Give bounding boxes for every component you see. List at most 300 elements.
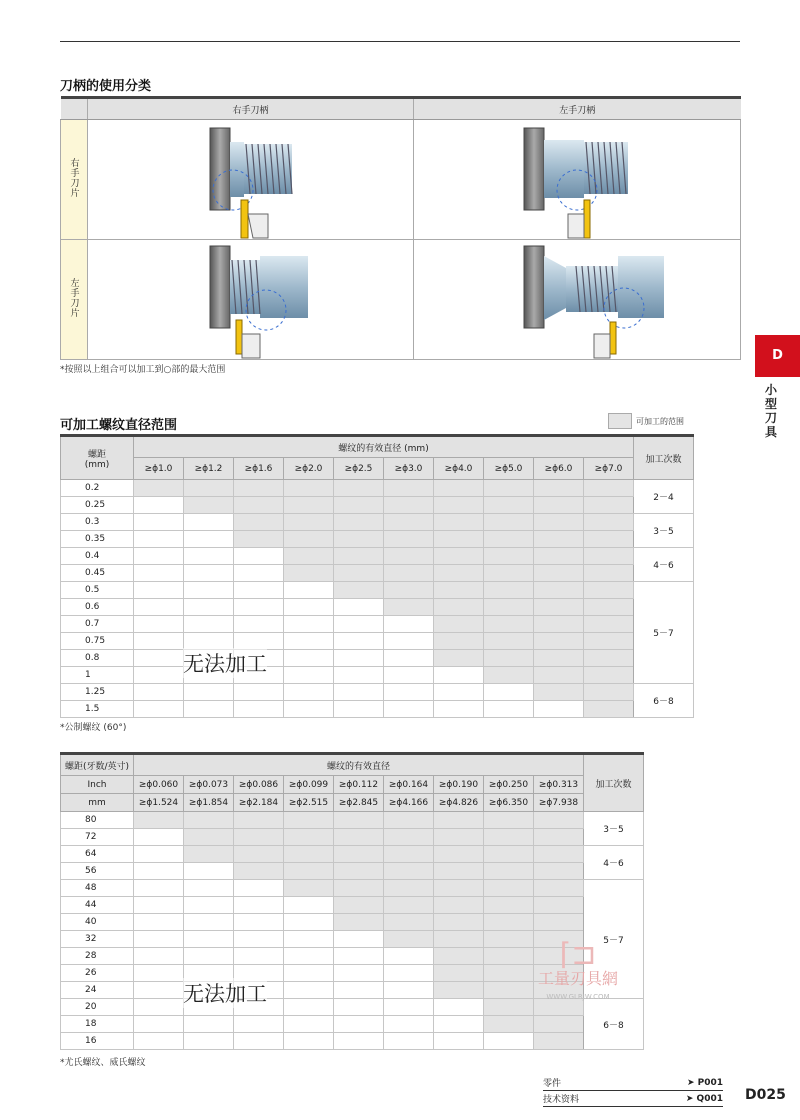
grid-cell	[434, 897, 484, 914]
diameter-col-3: ≥ϕ2.0	[284, 458, 334, 480]
table-row	[61, 497, 694, 514]
grid-cell	[184, 863, 234, 880]
grid-cell	[134, 531, 184, 548]
grid-cell	[284, 667, 334, 684]
pitch-cell: 1	[61, 667, 134, 684]
pitch-cell: 40	[61, 914, 134, 931]
grid-cell	[434, 948, 484, 965]
diameter-header: 螺纹的有效直径 (mm)	[134, 436, 634, 458]
grid-cell	[534, 880, 584, 897]
grid-cell	[584, 565, 634, 582]
grid-cell	[134, 880, 184, 897]
grid-cell	[434, 914, 484, 931]
grid-cell	[384, 812, 434, 829]
grid-cell	[184, 616, 234, 633]
grid-cell	[534, 633, 584, 650]
grid-cell	[484, 897, 534, 914]
pitch-cell: 0.4	[61, 548, 134, 565]
grid-cell	[534, 650, 584, 667]
grid-cell	[284, 880, 334, 897]
count-cell: 4－6	[584, 846, 644, 880]
grid-cell	[384, 548, 434, 565]
grid-cell	[434, 965, 484, 982]
grid-cell	[584, 582, 634, 599]
grid-cell	[384, 965, 434, 982]
grid-cell	[134, 846, 184, 863]
grid-cell	[184, 480, 234, 497]
grid-cell	[434, 931, 484, 948]
count-header: 加工次数	[634, 436, 694, 480]
grid-cell	[434, 514, 484, 531]
grid-cell	[334, 497, 384, 514]
table-row	[61, 548, 694, 565]
grid-cell	[284, 1033, 334, 1050]
grid-cell	[434, 846, 484, 863]
grid-cell	[184, 497, 234, 514]
grid-cell	[384, 863, 434, 880]
grid-cell	[134, 684, 184, 701]
grid-cell	[284, 829, 334, 846]
grid-cell	[334, 965, 384, 982]
pitch-cell: 48	[61, 880, 134, 897]
section-tab-label: 小型刀具	[764, 383, 777, 439]
grid-cell	[284, 565, 334, 582]
grid-cell	[484, 965, 534, 982]
holder-usage-table	[60, 96, 741, 360]
grid-cell	[484, 829, 534, 846]
grid-cell	[434, 633, 484, 650]
grid-cell	[284, 701, 334, 718]
legend-swatch	[608, 413, 632, 429]
grid-cell	[134, 812, 184, 829]
pitch-cell: 0.35	[61, 531, 134, 548]
table-row	[61, 616, 694, 633]
grid-cell	[484, 548, 534, 565]
grid-cell	[384, 897, 434, 914]
pitch-cell: 28	[61, 948, 134, 965]
grid-cell	[384, 701, 434, 718]
grid-cell	[284, 684, 334, 701]
pitch-cell: 0.6	[61, 599, 134, 616]
grid-cell	[534, 599, 584, 616]
grid-cell	[334, 1016, 384, 1033]
table-row	[61, 633, 694, 650]
mm-col-2: ≥ϕ2.184	[234, 794, 284, 812]
grid-cell	[434, 599, 484, 616]
grid-cell	[334, 829, 384, 846]
table-row	[61, 480, 694, 497]
grid-cell	[384, 982, 434, 999]
col-right-holder: 右手刀柄	[88, 98, 414, 120]
row-right-insert: 右手刀片	[61, 120, 88, 240]
grid-cell	[284, 531, 334, 548]
table-row	[61, 667, 694, 684]
grid-cell	[284, 982, 334, 999]
grid-cell	[334, 548, 384, 565]
grid-cell	[434, 616, 484, 633]
grid-cell	[584, 497, 634, 514]
grid-cell	[584, 616, 634, 633]
grid-cell	[184, 514, 234, 531]
col-left-holder: 左手刀柄	[414, 98, 741, 120]
grid-cell	[284, 897, 334, 914]
grid-cell	[234, 863, 284, 880]
grid-cell	[184, 829, 234, 846]
grid-cell	[134, 931, 184, 948]
watermark-url: WWW.GLRJW.COM	[546, 993, 610, 1001]
grid-cell	[484, 948, 534, 965]
grid-cell	[284, 931, 334, 948]
grid-cell	[384, 667, 434, 684]
grid-cell	[284, 812, 334, 829]
grid-cell	[234, 599, 284, 616]
grid-cell	[234, 531, 284, 548]
grid-cell	[484, 812, 534, 829]
footer-link-parts[interactable]: 零件 ➤ P001	[543, 1075, 723, 1091]
grid-cell	[184, 701, 234, 718]
grid-cell	[234, 565, 284, 582]
mm-col-5: ≥ϕ4.166	[384, 794, 434, 812]
grid-cell	[334, 582, 384, 599]
grid-cell	[134, 514, 184, 531]
pitch-cell: 18	[61, 1016, 134, 1033]
pitch-cell: 0.7	[61, 616, 134, 633]
grid-cell	[234, 880, 284, 897]
grid-cell	[234, 812, 284, 829]
count-cell: 2－4	[634, 480, 694, 514]
grid-cell	[334, 1033, 384, 1050]
grid-cell	[234, 582, 284, 599]
grid-cell	[134, 599, 184, 616]
pitch-cell: 24	[61, 982, 134, 999]
diameter-col-0: ≥ϕ1.0	[134, 458, 184, 480]
grid-cell	[234, 480, 284, 497]
grid-cell	[334, 812, 384, 829]
grid-cell	[384, 582, 434, 599]
inch-col-8: ≥ϕ0.313	[534, 776, 584, 794]
grid-cell	[184, 548, 234, 565]
grid-cell	[134, 863, 184, 880]
grid-cell	[184, 914, 234, 931]
mm-col-7: ≥ϕ6.350	[484, 794, 534, 812]
grid-cell	[134, 829, 184, 846]
grid-cell	[484, 650, 534, 667]
grid-cell	[284, 948, 334, 965]
diameter-col-2: ≥ϕ1.6	[234, 458, 284, 480]
grid-cell	[184, 565, 234, 582]
pitch-cell: 1.5	[61, 701, 134, 718]
grid-cell	[184, 880, 234, 897]
grid-cell	[184, 812, 234, 829]
grid-cell	[284, 633, 334, 650]
mm-col-8: ≥ϕ7.938	[534, 794, 584, 812]
grid-cell	[284, 965, 334, 982]
grid-cell	[134, 565, 184, 582]
grid-cell	[484, 1033, 534, 1050]
inch-col-5: ≥ϕ0.164	[384, 776, 434, 794]
pitch-cell: 26	[61, 965, 134, 982]
grid-cell	[384, 948, 434, 965]
grid-cell	[134, 999, 184, 1016]
grid-cell	[434, 999, 484, 1016]
grid-cell	[484, 480, 534, 497]
grid-cell	[484, 880, 534, 897]
diameter-col-4: ≥ϕ2.5	[334, 458, 384, 480]
pitch-header: 螺距 (mm)	[61, 436, 134, 480]
grid-cell	[234, 948, 284, 965]
grid-cell	[234, 548, 284, 565]
count-cell: 6－8	[584, 999, 644, 1050]
grid-cell	[384, 684, 434, 701]
table-row	[61, 514, 694, 531]
grid-cell	[434, 812, 484, 829]
grid-cell	[334, 863, 384, 880]
grid-cell	[584, 701, 634, 718]
grid-cell	[234, 931, 284, 948]
mm-col-1: ≥ϕ1.854	[184, 794, 234, 812]
count-cell: 5－7	[634, 582, 694, 684]
table-row	[61, 599, 694, 616]
grid-cell	[384, 999, 434, 1016]
grid-cell	[284, 846, 334, 863]
grid-cell	[484, 999, 534, 1016]
table-row	[61, 701, 694, 718]
grid-cell	[134, 582, 184, 599]
grid-cell	[534, 863, 584, 880]
grid-cell	[234, 684, 284, 701]
grid-cell	[434, 701, 484, 718]
grid-cell	[534, 812, 584, 829]
grid-cell	[534, 846, 584, 863]
grid-cell	[184, 531, 234, 548]
grid-cell	[284, 548, 334, 565]
grid-cell	[384, 599, 434, 616]
table-row	[61, 897, 644, 914]
grid-cell	[434, 650, 484, 667]
table-row	[61, 531, 694, 548]
grid-cell	[384, 480, 434, 497]
pitch-cell: 0.3	[61, 514, 134, 531]
grid-cell	[284, 914, 334, 931]
grid-cell	[134, 497, 184, 514]
grid-cell	[134, 701, 184, 718]
grid-cell	[534, 1016, 584, 1033]
table-row	[61, 880, 644, 897]
page-number: D025	[745, 1087, 786, 1103]
grid-cell	[484, 914, 534, 931]
grid-cell	[534, 548, 584, 565]
grid-cell	[584, 480, 634, 497]
grid-cell	[384, 633, 434, 650]
count-cell: 4－6	[634, 548, 694, 582]
grid-cell	[484, 633, 534, 650]
table-row	[61, 1033, 644, 1050]
grid-cell	[284, 650, 334, 667]
grid-cell	[434, 531, 484, 548]
illustration-left-left	[414, 240, 741, 360]
pitch-cell: 0.45	[61, 565, 134, 582]
inch-col-1: ≥ϕ0.073	[184, 776, 234, 794]
grid-cell	[284, 599, 334, 616]
legend-label: 可加工的范围	[636, 416, 684, 426]
grid-cell	[134, 616, 184, 633]
grid-cell	[434, 548, 484, 565]
grid-cell	[134, 633, 184, 650]
grid-cell	[484, 667, 534, 684]
grid-cell	[234, 1016, 284, 1033]
grid-cell	[484, 1016, 534, 1033]
diameter-col-6: ≥ϕ4.0	[434, 458, 484, 480]
grid-cell	[134, 1016, 184, 1033]
table-row	[61, 914, 644, 931]
grid-cell	[534, 514, 584, 531]
grid-cell	[234, 701, 284, 718]
grid-cell	[284, 480, 334, 497]
grid-cell	[484, 931, 534, 948]
table-row	[61, 846, 644, 863]
grid-cell	[134, 650, 184, 667]
grid-cell	[334, 701, 384, 718]
grid-cell	[334, 667, 384, 684]
grid-cell	[584, 667, 634, 684]
grid-cell	[484, 565, 534, 582]
grid-cell	[334, 880, 384, 897]
grid-cell	[484, 514, 534, 531]
grid-cell	[534, 667, 584, 684]
grid-cell	[384, 565, 434, 582]
grid-cell	[284, 1016, 334, 1033]
inch-count-header: 加工次数	[584, 754, 644, 812]
grid-cell	[534, 565, 584, 582]
no-machining-label-inch: 无法加工	[183, 978, 267, 1008]
diameter-col-1: ≥ϕ1.2	[184, 458, 234, 480]
section-title-diameter-range: 可加工螺纹直径范围	[60, 418, 178, 433]
grid-cell	[484, 497, 534, 514]
grid-cell	[584, 633, 634, 650]
grid-cell	[484, 982, 534, 999]
pitch-cell: 72	[61, 829, 134, 846]
grid-cell	[384, 650, 434, 667]
grid-cell	[434, 829, 484, 846]
grid-cell	[134, 948, 184, 965]
grid-cell	[484, 531, 534, 548]
grid-cell	[334, 514, 384, 531]
grid-cell	[384, 880, 434, 897]
grid-cell	[184, 948, 234, 965]
grid-cell	[234, 514, 284, 531]
mm-row-label: mm	[61, 794, 134, 812]
pitch-cell: 20	[61, 999, 134, 1016]
top-rule	[60, 41, 740, 42]
grid-cell	[334, 999, 384, 1016]
grid-cell	[534, 914, 584, 931]
footer-link-tech[interactable]: 技术资料 ➤ Q001	[543, 1091, 723, 1107]
no-machining-label-metric: 无法加工	[183, 648, 267, 678]
grid-cell	[484, 701, 534, 718]
grid-cell	[434, 667, 484, 684]
grid-cell	[134, 914, 184, 931]
grid-cell	[234, 633, 284, 650]
table-row	[61, 1016, 644, 1033]
grid-cell	[434, 497, 484, 514]
grid-cell	[484, 582, 534, 599]
grid-cell	[334, 948, 384, 965]
count-cell: 3－5	[584, 812, 644, 846]
grid-cell	[334, 684, 384, 701]
grid-cell	[134, 480, 184, 497]
grid-cell	[434, 1033, 484, 1050]
grid-cell	[184, 599, 234, 616]
grid-cell	[434, 863, 484, 880]
grid-cell	[234, 497, 284, 514]
grid-cell	[184, 1016, 234, 1033]
section-title-holder-usage: 刀柄的使用分类	[60, 79, 152, 94]
grid-cell	[334, 982, 384, 999]
grid-cell	[184, 1033, 234, 1050]
grid-cell	[534, 684, 584, 701]
grid-cell	[134, 982, 184, 999]
grid-cell	[334, 650, 384, 667]
illustration-left-right	[88, 240, 414, 360]
grid-cell	[284, 514, 334, 531]
grid-cell	[234, 914, 284, 931]
pitch-cell: 56	[61, 863, 134, 880]
grid-cell	[284, 999, 334, 1016]
grid-cell	[134, 1033, 184, 1050]
grid-cell	[534, 1033, 584, 1050]
grid-cell	[334, 931, 384, 948]
grid-cell	[134, 667, 184, 684]
row-left-insert: 左手刀片	[61, 240, 88, 360]
grid-cell	[234, 897, 284, 914]
table-row	[61, 829, 644, 846]
grid-cell	[484, 616, 534, 633]
grid-cell	[534, 531, 584, 548]
footer-links	[543, 1075, 723, 1107]
table-row	[61, 565, 694, 582]
grid-cell	[234, 829, 284, 846]
grid-cell	[434, 582, 484, 599]
grid-cell	[384, 616, 434, 633]
grid-cell	[334, 846, 384, 863]
inch-col-4: ≥ϕ0.112	[334, 776, 384, 794]
grid-cell	[334, 914, 384, 931]
grid-cell	[584, 599, 634, 616]
grid-cell	[434, 684, 484, 701]
grid-cell	[384, 514, 434, 531]
inch-col-0: ≥ϕ0.060	[134, 776, 184, 794]
diameter-col-8: ≥ϕ6.0	[534, 458, 584, 480]
grid-cell	[384, 531, 434, 548]
grid-cell	[184, 897, 234, 914]
illustration-right-left	[414, 120, 741, 240]
grid-cell	[334, 565, 384, 582]
grid-cell	[384, 914, 434, 931]
grid-cell	[284, 616, 334, 633]
inch-note: *尤氏螺纹、威氏螺纹	[60, 1058, 146, 1068]
pitch-cell: 80	[61, 812, 134, 829]
grid-cell	[434, 1016, 484, 1033]
grid-cell	[584, 650, 634, 667]
grid-cell	[434, 565, 484, 582]
grid-cell	[384, 497, 434, 514]
grid-cell	[334, 897, 384, 914]
grid-cell	[484, 863, 534, 880]
pitch-cell: 0.8	[61, 650, 134, 667]
watermark-title: 工量刃具網	[538, 969, 619, 988]
pitch-cell: 64	[61, 846, 134, 863]
grid-cell	[234, 616, 284, 633]
